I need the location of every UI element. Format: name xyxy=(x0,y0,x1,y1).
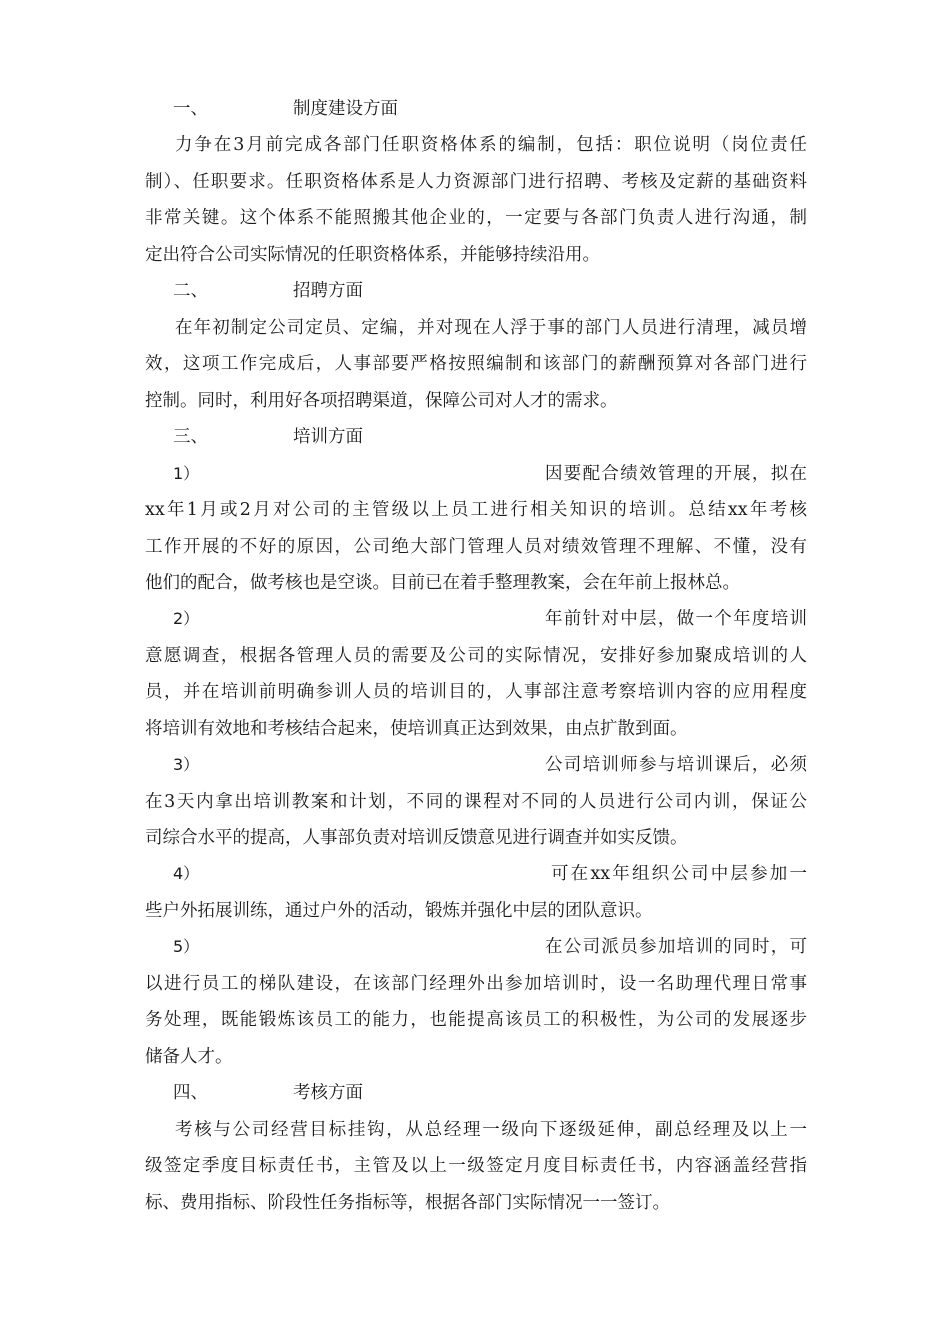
section-heading xyxy=(145,91,807,128)
list-item xyxy=(145,929,807,966)
paragraph-line: 工作开展的不好的原因，公司绝大部门管理人员对绩效管理不理解、不懂，没有 xyxy=(145,537,807,557)
list-item xyxy=(145,456,807,493)
item-first-line: 在公司派员参加培训的同时，可 xyxy=(545,937,807,957)
section-heading xyxy=(145,419,807,456)
paragraph-line: 将培训有效地和考核结合起来，使培训真正达到效果，由点扩散到面。 xyxy=(145,719,688,739)
paragraph-line: 定出符合公司实际情况的任职资格体系，并能够持续沿用。 xyxy=(145,245,600,265)
item-number: 2） xyxy=(173,609,200,628)
paragraph-line: 以进行员工的梯队建设，在该部门经理外出参加培训时，设一名助理代理日常事 xyxy=(145,974,807,994)
list-item xyxy=(145,747,807,784)
section-number: 四、 xyxy=(173,1083,208,1103)
item-number: 3） xyxy=(173,755,200,774)
item-first-line: 年前针对中层，做一个年度培训 xyxy=(545,609,807,629)
paragraph-line: 力争在3月前完成各部门任职资格体系的编制，包括：职位说明（岗位责任 xyxy=(175,135,807,155)
section-number: 一、 xyxy=(173,99,208,119)
paragraph-line: 些户外拓展训练，通过户外的活动，锻炼并强化中层的团队意识。 xyxy=(145,901,653,921)
paragraph-line: 务处理，既能锻炼该员工的能力，也能提高该员工的积极性，为公司的发展逐步 xyxy=(145,1010,807,1030)
paragraph-line: 司综合水平的提高，人事部负责对培训反馈意见进行调查并如实反馈。 xyxy=(145,828,688,848)
item-first-line: 可在xx年组织公司中层参加一 xyxy=(551,864,807,884)
section-heading xyxy=(145,1075,807,1112)
section-number: 三、 xyxy=(173,427,208,447)
section-title: 培训方面 xyxy=(293,427,363,447)
section-title: 考核方面 xyxy=(293,1083,363,1103)
list-item xyxy=(145,856,807,893)
section-title: 制度建设方面 xyxy=(293,99,398,119)
paragraph-line: xx年1月或2月对公司的主管级以上员工进行相关知识的培训。总结xx年考核 xyxy=(145,500,807,520)
paragraph-line: 制）、任职要求。任职资格体系是人力资源部门进行招聘、考核及定薪的基础资料 xyxy=(145,172,807,192)
paragraph-line: 在年初制定公司定员、定编，并对现在人浮于事的部门人员进行清理，减员增 xyxy=(175,318,807,338)
section-number: 二、 xyxy=(173,281,208,301)
item-number: 4） xyxy=(173,864,200,883)
paragraph-line: 员，并在培训前明确参训人员的培训目的，人事部注意考察培训内容的应用程度 xyxy=(145,682,807,702)
paragraph-line: 他们的配合，做考核也是空谈。目前已在着手整理教案，会在年前上报林总。 xyxy=(145,573,740,593)
section-heading xyxy=(145,273,807,310)
paragraph-line: 考核与公司经营目标挂钩，从总经理一级向下逐级延伸，副总经理及以上一 xyxy=(175,1120,807,1140)
paragraph-line: 在3天内拿出培训教案和计划，不同的课程对不同的人员进行公司内训，保证公 xyxy=(145,792,807,812)
paragraph-line: 级签定季度目标责任书，主管及以上一级签定月度目标责任书，内容涵盖经营指 xyxy=(145,1156,807,1176)
paragraph-line: 标、费用指标、阶段性任务指标等，根据各部门实际情况一一签订。 xyxy=(145,1193,670,1213)
item-first-line: 公司培训师参与培训课后，必须 xyxy=(545,755,807,775)
paragraph-line: 储备人才。 xyxy=(145,1047,233,1067)
paragraph-line: 效，这项工作完成后，人事部要严格按照编制和该部门的薪酬预算对各部门进行 xyxy=(145,354,807,374)
paragraph-line: 控制。同时，利用好各项招聘渠道，保障公司对人才的需求。 xyxy=(145,391,618,411)
paragraph-line: 非常关键。这个体系不能照搬其他企业的，一定要与各部门负责人进行沟通，制 xyxy=(145,208,807,228)
item-number: 5） xyxy=(173,937,200,956)
item-number: 1） xyxy=(173,464,200,483)
item-first-line: 因要配合绩效管理的开展，拟在 xyxy=(545,464,807,484)
list-item xyxy=(145,601,807,638)
section-title: 招聘方面 xyxy=(293,281,363,301)
paragraph-line: 意愿调查，根据各管理人员的需要及公司的实际情况，安排好参加聚成培训的人 xyxy=(145,646,807,666)
